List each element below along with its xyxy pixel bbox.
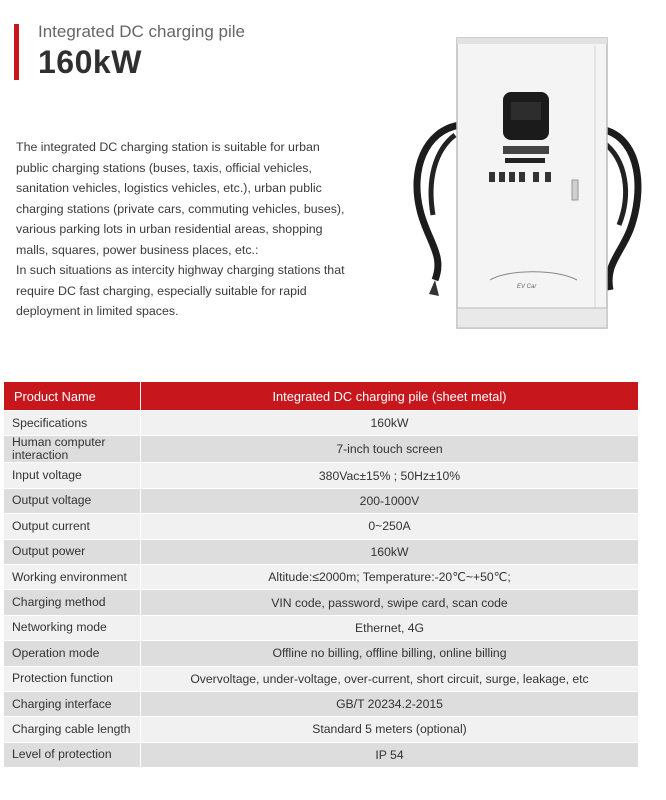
page-title: 160kW: [38, 44, 142, 80]
cabinet-base: [457, 308, 607, 328]
row-value: 200-1000V: [141, 488, 639, 513]
row-label: Protection function: [4, 666, 141, 691]
row-label: Specifications: [4, 411, 141, 436]
table-row: [4, 590, 639, 615]
row-label: Input voltage: [4, 463, 141, 488]
table-row: [4, 615, 639, 640]
left-cable: [417, 125, 460, 280]
row-label: Human computer interaction: [4, 436, 141, 463]
row-label: Charging cable length: [4, 717, 141, 742]
row-label: Operation mode: [4, 641, 141, 666]
row-value: Standard 5 meters (optional): [141, 717, 639, 742]
table-row: [4, 514, 639, 539]
title-accent-bar: [14, 24, 19, 80]
row-label: Networking mode: [4, 615, 141, 640]
row-value: VIN code, password, swipe card, scan code: [141, 590, 639, 615]
row-label: Working environment: [4, 564, 141, 589]
description-paragraph-1: The integrated DC charging station is suitable for urban public charging stations (buses, taxis, official vehicles, sanitation vehicles, logistics vehicles, etc.), urban public charging stations (private cars, commuting vehicles, buses), various parking lots in urban residential areas, shopping malls, squares, power business places, etc.:: [16, 140, 345, 257]
table-row: [4, 436, 639, 463]
row-value: 160kW: [141, 411, 639, 436]
row-value: GB/T 20234.2-2015: [141, 691, 639, 716]
cabinet-top: [457, 38, 607, 44]
table-row: [4, 463, 639, 488]
charging-pile-illustration: [405, 30, 645, 350]
left-cable-loop: [431, 135, 455, 215]
row-value: 0~250A: [141, 514, 639, 539]
table-row: [4, 717, 639, 742]
charging-pile-image: [405, 30, 645, 350]
row-value: 380Vac±15% ; 50Hz±10%: [141, 463, 639, 488]
header-product-value: Integrated DC charging pile (sheet metal): [141, 382, 639, 411]
product-description: [16, 137, 346, 322]
header-product-name: Product Name: [4, 382, 141, 411]
row-label: Output current: [4, 514, 141, 539]
table-row: [4, 564, 639, 589]
table-row: [4, 488, 639, 513]
car-logo-text: EV Car: [517, 284, 537, 290]
row-value: 160kW: [141, 539, 639, 564]
row-value: 7-inch touch screen: [141, 436, 639, 463]
row-value: Offline no billing, offline billing, online billing: [141, 641, 639, 666]
spec-table-header: [4, 382, 639, 411]
table-row: [4, 742, 639, 767]
table-row: [4, 411, 639, 436]
row-value: IP 54: [141, 742, 639, 767]
row-label: Charging interface: [4, 691, 141, 716]
card-reader-strip: [503, 146, 549, 154]
row-value: Ethernet, 4G: [141, 615, 639, 640]
table-row: [4, 691, 639, 716]
row-value: Overvoltage, under-voltage, over-current, short circuit, surge, leakage, etc: [141, 666, 639, 691]
spec-table: [3, 381, 639, 768]
row-value: Altitude:≤2000m; Temperature:-20℃~+50℃;: [141, 564, 639, 589]
side-latch: [572, 180, 578, 200]
row-label: Charging method: [4, 590, 141, 615]
screen-display: [511, 102, 541, 120]
page-subtitle: Integrated DC charging pile: [38, 22, 245, 41]
status-strip: [505, 158, 545, 163]
row-label: Level of protection: [4, 742, 141, 767]
left-connector: [429, 280, 439, 296]
description-paragraph-2: In such situations as intercity highway charging stations that require DC fast charging, especially suitable for rapid deployment in limited spaces.: [16, 263, 345, 318]
table-row: [4, 641, 639, 666]
table-row: [4, 666, 639, 691]
row-label: Output power: [4, 539, 141, 564]
row-label: Output voltage: [4, 488, 141, 513]
table-row: [4, 539, 639, 564]
